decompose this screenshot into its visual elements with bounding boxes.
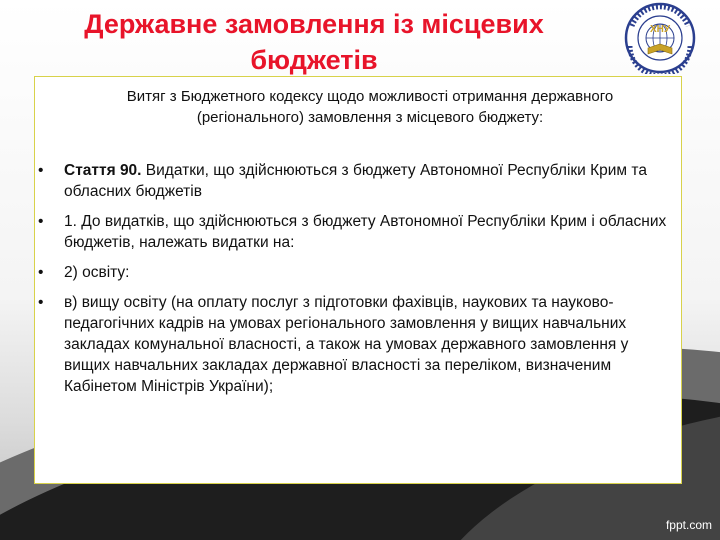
bullet-icon: • [38, 294, 44, 311]
bullet-text: Видатки, що здійснюються з бюджету Автономної Республіки Крим та обласних бюджетів [64, 162, 647, 200]
list-item [36, 211, 676, 253]
intro-line2: (регіонального) замовлення з місцевого бюджету: [196, 109, 544, 126]
bullet-icon: • [38, 264, 44, 281]
list-item [36, 262, 676, 283]
logo-text: ХНУ [649, 24, 671, 35]
slide-title-line2: бюджетів [250, 45, 378, 75]
article-label: Стаття 90. [64, 162, 142, 179]
intro-line1: Витяг з Бюджетного кодексу щодо можливості отримання державного [126, 88, 614, 105]
bullet-icon: • [38, 213, 44, 230]
bullet-text: 1. До видатків, що здійснюються з бюджету Автономної Республіки Крим і обласних бюджетів, належать видатки на: [64, 213, 667, 251]
watermark: fppt.com [665, 518, 712, 532]
slide-title [24, 6, 604, 78]
university-seal-icon [606, 2, 714, 74]
list-item [36, 292, 676, 397]
bullet-text: 2) освіту: [64, 264, 130, 281]
bullet-icon: • [38, 162, 44, 179]
intro-text [60, 86, 680, 128]
bullet-text: в) вищу освіту (на оплату послуг з підготовки фахівців, наукових та науково-педагогічних кадрів на умовах регіонального замовлення у вищих навчальних закладах комунальної власності, а також на умовах державного замовлення у вищих навчальних закладах державної власності за переліком, визначеним Кабінетом Міністрів України); [64, 294, 629, 395]
slide-title-line1: Державне замовлення із місцевих [84, 9, 544, 39]
bullet-list [36, 160, 676, 406]
list-item [36, 160, 676, 202]
